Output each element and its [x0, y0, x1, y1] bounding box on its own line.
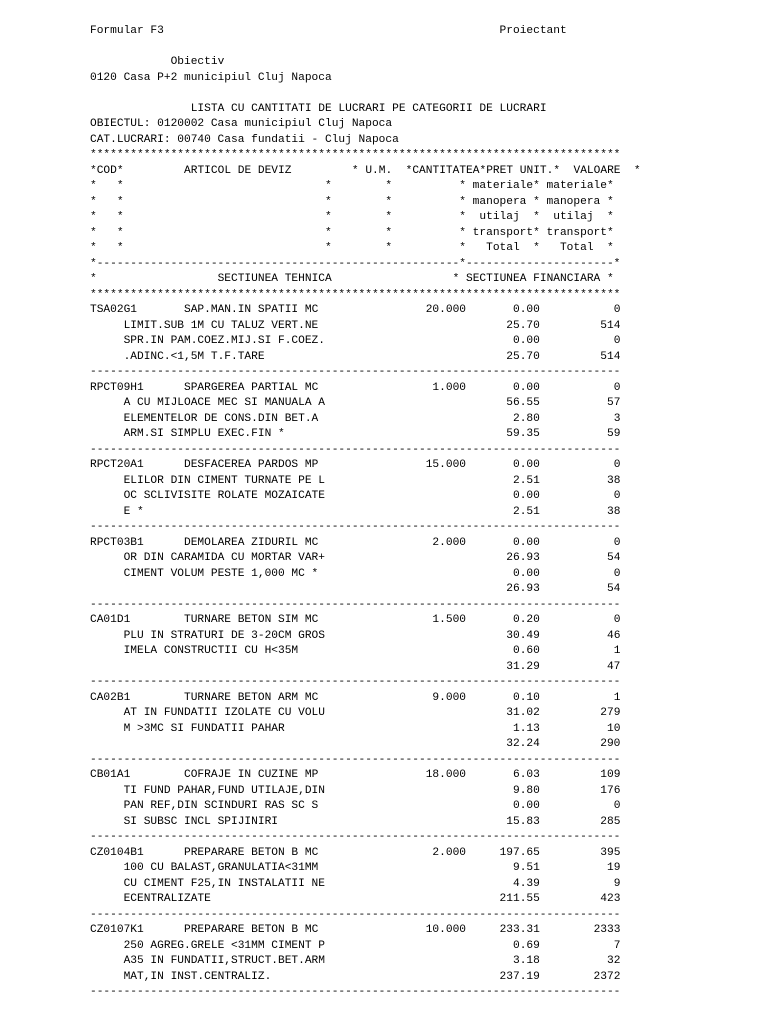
row-value: 38 [539, 474, 621, 487]
row-price: 0.00 [465, 800, 540, 812]
row-price: 233.31 [466, 924, 540, 936]
listing-line [90, 319, 641, 335]
row-price: 56.55 [465, 397, 540, 409]
row-value: 0 [539, 459, 621, 471]
row-desc: PREPARARE BETON B [184, 846, 305, 859]
listing-line [90, 768, 641, 784]
row-desc: E * [123, 505, 466, 518]
row-price: 30.49 [465, 629, 540, 642]
row-price: 26.93 [465, 552, 540, 564]
objective-value: 0120 Casa P+2 municipiul Cluj Napoca [90, 71, 332, 84]
row-price: 31.29 [465, 660, 540, 673]
row-desc: SPARGEREA PARTIAL [184, 381, 305, 394]
header-articol: ARTICOL DE DEVIZ [184, 164, 292, 177]
row-value: 176 [539, 784, 621, 797]
listing-line [90, 55, 641, 71]
listing-line [90, 551, 641, 567]
row-code: RPCT09H1 [90, 381, 184, 394]
listing-line [90, 815, 641, 831]
row-price: 9.80 [465, 784, 540, 797]
row-price: 0.00 [466, 304, 540, 316]
row-value: 514 [539, 319, 621, 332]
row-um: MC [304, 691, 332, 704]
row-price: 0.00 [465, 490, 540, 502]
row-code: CB01A1 [90, 769, 184, 781]
row-value: 290 [539, 738, 621, 750]
row-qty: 1.000 [331, 381, 466, 394]
row-desc: ARM.SI SIMPLU EXEC.FIN * [123, 428, 466, 440]
row-desc: ELILOR DIN CIMENT TURNATE PE L [123, 474, 466, 487]
row-value: 54 [539, 583, 621, 595]
row-desc: MAT,IN INST.CENTRALIZ. [123, 970, 466, 983]
row-um: MC [304, 846, 332, 859]
row-value: 9 [539, 877, 621, 890]
listing-line [90, 582, 641, 598]
row-price: 3.18 [465, 955, 540, 967]
listing-line: ------------------------------------------------------------------------------- [90, 443, 621, 456]
row-desc: SAP.MAN.IN SPATII [184, 304, 305, 316]
row-price: 0.10 [466, 691, 540, 704]
row-desc: PLU IN STRATURI DE 3-20CM GROS [123, 629, 466, 642]
row-desc: ELEMENTELOR DE CONS.DIN BET.A [123, 412, 466, 425]
row-value: 0 [539, 536, 621, 549]
row-qty: 18.000 [331, 769, 466, 781]
listing-line [90, 954, 641, 970]
row-desc: CIMENT VOLUM PESTE 1,000 MC * [123, 567, 466, 580]
row-price: 32.24 [465, 738, 540, 750]
listing-line: ******************************************************************************* [90, 288, 621, 301]
row-price: 0.60 [465, 645, 540, 657]
row-value: 47 [539, 660, 621, 673]
listing-line [90, 861, 641, 877]
row-desc: AT IN FUNDATII IZOLATE CU VOLU [123, 707, 466, 719]
row-value: 285 [539, 815, 621, 828]
object-line: OBIECTUL: 0120002 Casa municipiul Cluj Napoca [90, 118, 393, 130]
header-cod: COD [96, 164, 117, 177]
row-desc: ECENTRALIZATE [123, 893, 466, 905]
row-qty: 2.000 [331, 536, 466, 549]
row-desc: 250 AGREG.GRELE <31MM CIMENT P [123, 939, 466, 952]
row-desc: DESFACEREA PARDOS [184, 459, 305, 471]
designer-label: Proiectant [499, 25, 567, 37]
listing-line: ------------------------------------------------------------------------------- [90, 831, 621, 843]
row-value: 1 [539, 691, 621, 704]
listing-line: ------------------------------------------------------------------------------- [90, 598, 621, 611]
listing-line [90, 350, 641, 366]
row-price: 2.51 [465, 474, 540, 487]
row-value: 279 [539, 707, 621, 719]
listing-line [90, 706, 641, 722]
document-sheet [90, 24, 641, 1001]
row-um: MC [304, 536, 332, 549]
listing-line [90, 613, 641, 629]
listing-line [90, 939, 641, 955]
row-desc: DEMOLAREA ZIDURIL [184, 536, 305, 549]
listing-line [90, 40, 641, 56]
listing-line: * * * * * manopera * manopera * [90, 195, 614, 208]
row-price: 211.55 [465, 893, 540, 905]
row-qty: 2.000 [331, 846, 466, 859]
listing-line [90, 458, 641, 474]
row-value: 2333 [539, 924, 621, 936]
row-price: 59.35 [465, 428, 540, 440]
listing-line [90, 923, 641, 939]
row-value: 57 [539, 397, 621, 409]
row-code: CA02B1 [90, 691, 184, 704]
row-desc: LIMIT.SUB 1M CU TALUZ VERT.NE [123, 319, 466, 332]
row-price: 0.00 [466, 381, 540, 394]
row-qty: 10.000 [331, 924, 466, 936]
listing-line [90, 629, 641, 645]
row-um: MC [304, 381, 332, 394]
row-value: 0 [539, 490, 621, 502]
section-financial: SECTIUNEA FINANCIARA [466, 273, 601, 285]
listing-line: * * * * * transport* transport* [90, 226, 614, 239]
listing-line [90, 567, 641, 583]
row-value: 0 [539, 800, 621, 812]
objective-label: Obiectiv [170, 56, 225, 68]
subheader-0: materiale [539, 180, 607, 192]
row-qty: 1.500 [331, 614, 466, 626]
listing-line [90, 660, 641, 676]
row-desc: A35 IN FUNDATII,STRUCT.BET.ARM [123, 955, 466, 967]
header-pret: PRET UNIT. [486, 164, 554, 177]
listing-line [90, 117, 641, 133]
category-line: CAT.LUCRARI: 00740 Casa fundatii - Cluj Napoca [90, 133, 399, 146]
row-um: MP [304, 769, 332, 781]
listing-line [90, 877, 641, 893]
listing-line [90, 970, 641, 986]
row-value: 46 [539, 629, 621, 642]
listing-line: ------------------------------------------------------------------------------- [90, 753, 621, 766]
listing-line [90, 505, 641, 521]
listing-line [90, 396, 641, 412]
listing-line [90, 691, 641, 707]
listing-line [90, 799, 641, 815]
listing-line: ------------------------------------------------------------------------------- [90, 986, 621, 998]
row-price: 0.69 [465, 939, 540, 952]
listing-line [90, 737, 641, 753]
row-value: 0 [539, 381, 621, 394]
row-value: 32 [539, 955, 621, 967]
row-price: 0.00 [466, 459, 540, 471]
header-cantitate: CANTITATEA [412, 164, 480, 177]
listing-line: *COD* ARTICOL DE DEVIZ * U.M. *CANTITATEA*PRET UNIT.* VALOARE * [90, 164, 641, 177]
listing-line: * * * * * materiale* materiale* [90, 180, 614, 192]
listing-line [90, 644, 641, 660]
row-value: 2372 [539, 970, 621, 983]
row-qty: 15.000 [331, 459, 466, 471]
listing-line [90, 86, 641, 102]
row-desc: .ADINC.<1,5M T.F.TARE [123, 350, 466, 363]
listing-line: ------------------------------------------------------------------------------- [90, 366, 621, 378]
row-desc: PREPARARE BETON B [184, 924, 305, 936]
row-um: MC [304, 304, 332, 316]
row-desc: IMELA CONSTRUCTII CU H<35M [123, 645, 466, 657]
listing-line [90, 784, 641, 800]
subheader-2: utilaj [539, 211, 607, 223]
listing-line: ------------------------------------------------------------------------------- [90, 908, 621, 921]
row-code: CZ0104B1 [90, 846, 184, 859]
listing-line [90, 892, 641, 908]
listing-line [90, 722, 641, 738]
listing-line: * * * * * utilaj * utilaj * [90, 211, 614, 223]
row-um: MC [304, 924, 332, 936]
row-desc: CU CIMENT F25,IN INSTALATII NE [123, 877, 466, 890]
listing-line [90, 846, 641, 862]
row-code: RPCT03B1 [90, 536, 184, 549]
row-desc: OC SCLIVISITE ROLATE MOZAICATE [123, 490, 466, 502]
row-price: 0.20 [466, 614, 540, 626]
row-value: 395 [539, 846, 621, 859]
row-value: 54 [539, 552, 621, 564]
row-desc: M >3MC SI FUNDATII PAHAR [123, 722, 466, 735]
row-price: 197.65 [466, 846, 540, 859]
row-desc: TURNARE BETON ARM [184, 691, 305, 704]
section-technical: SECTIUNEA TEHNICA [217, 273, 453, 285]
row-price: 25.70 [465, 319, 540, 332]
row-value: 423 [539, 893, 621, 905]
listing-line [90, 427, 641, 443]
row-desc: 100 CU BALAST,GRANULATIA<31MM [123, 862, 466, 874]
listing-line [90, 536, 641, 552]
document-title: LISTA CU CANTITATI DE LUCRARI PE CATEGORII DE LUCRARI [190, 102, 547, 115]
listing-line: * * * * * Total * Total * [90, 242, 614, 254]
row-price: 0.00 [465, 567, 540, 580]
row-desc: PAN REF,DIN SCINDURI RAS SC S [123, 800, 466, 812]
row-price: 6.03 [466, 769, 540, 781]
row-value: 0 [539, 304, 621, 316]
row-price: 0.00 [465, 335, 540, 347]
row-um: MC [304, 614, 332, 626]
row-desc: TURNARE BETON SIM [184, 614, 305, 626]
form-label: Formular F3 [90, 25, 164, 37]
row-price: 15.83 [465, 815, 540, 828]
subheader-1: manopera [539, 195, 607, 208]
row-desc: OR DIN CARAMIDA CU MORTAR VAR+ [123, 552, 466, 564]
listing-line [90, 489, 641, 505]
listing-line [90, 381, 641, 397]
row-value: 1 [539, 645, 621, 657]
header-um: U.M. [365, 164, 393, 177]
row-value: 7 [539, 939, 621, 952]
listing-line [90, 24, 641, 40]
row-um: MP [304, 459, 332, 471]
listing-line [90, 412, 641, 428]
row-value: 0 [539, 335, 621, 347]
subheader-4: Total [539, 242, 607, 254]
row-price: 1.13 [465, 722, 540, 735]
listing-line: ------------------------------------------------------------------------------- [90, 676, 621, 688]
listing-line: ------------------------------------------------------------------------------- [90, 521, 621, 533]
row-desc: TI FUND PAHAR,FUND UTILAJE,DIN [123, 784, 466, 797]
row-code: CZ0107K1 [90, 924, 184, 936]
row-desc: COFRAJE IN CUZINE [184, 769, 305, 781]
listing-line [90, 334, 641, 350]
row-qty: 9.000 [331, 691, 466, 704]
row-price: 31.02 [465, 707, 540, 719]
row-price: 4.39 [465, 877, 540, 890]
row-price: 25.70 [465, 350, 540, 363]
row-value: 0 [539, 614, 621, 626]
listing-line: ******************************************************************************* [90, 149, 621, 161]
row-price: 2.80 [465, 412, 540, 425]
row-price: 237.19 [465, 970, 540, 983]
listing-line [90, 71, 641, 87]
row-value: 10 [539, 722, 621, 735]
row-value: 0 [539, 567, 621, 580]
header-valoare: VALOARE [573, 164, 621, 177]
row-price: 26.93 [465, 583, 540, 595]
row-qty: 20.000 [331, 304, 466, 316]
row-code: TSA02G1 [90, 304, 184, 316]
row-desc: SI SUBSC INCL SPIJINIRI [123, 815, 466, 828]
listing-line [90, 303, 641, 319]
row-price: 0.00 [466, 536, 540, 549]
listing-line: * SECTIUNEA TEHNICA * SECTIUNEA FINANCIARA * [90, 273, 614, 285]
row-value: 3 [539, 412, 621, 425]
listing-line [90, 133, 641, 149]
row-desc: A CU MIJLOACE MEC SI MANUALA A [123, 397, 466, 409]
row-code: RPCT20A1 [90, 459, 184, 471]
row-value: 19 [539, 862, 621, 874]
row-desc: SPR.IN PAM.COEZ.MIJ.SI F.COEZ. [123, 335, 466, 347]
row-value: 38 [539, 505, 621, 518]
row-value: 514 [539, 350, 621, 363]
row-value: 109 [539, 769, 621, 781]
listing-line [90, 474, 641, 490]
listing-line [90, 102, 641, 118]
listing-line: *------------------------------------------------------*----------------------* [90, 257, 621, 270]
row-price: 2.51 [465, 505, 540, 518]
row-value: 59 [539, 428, 621, 440]
row-price: 9.51 [465, 862, 540, 874]
row-code: CA01D1 [90, 614, 184, 626]
subheader-3: transport [539, 226, 607, 239]
